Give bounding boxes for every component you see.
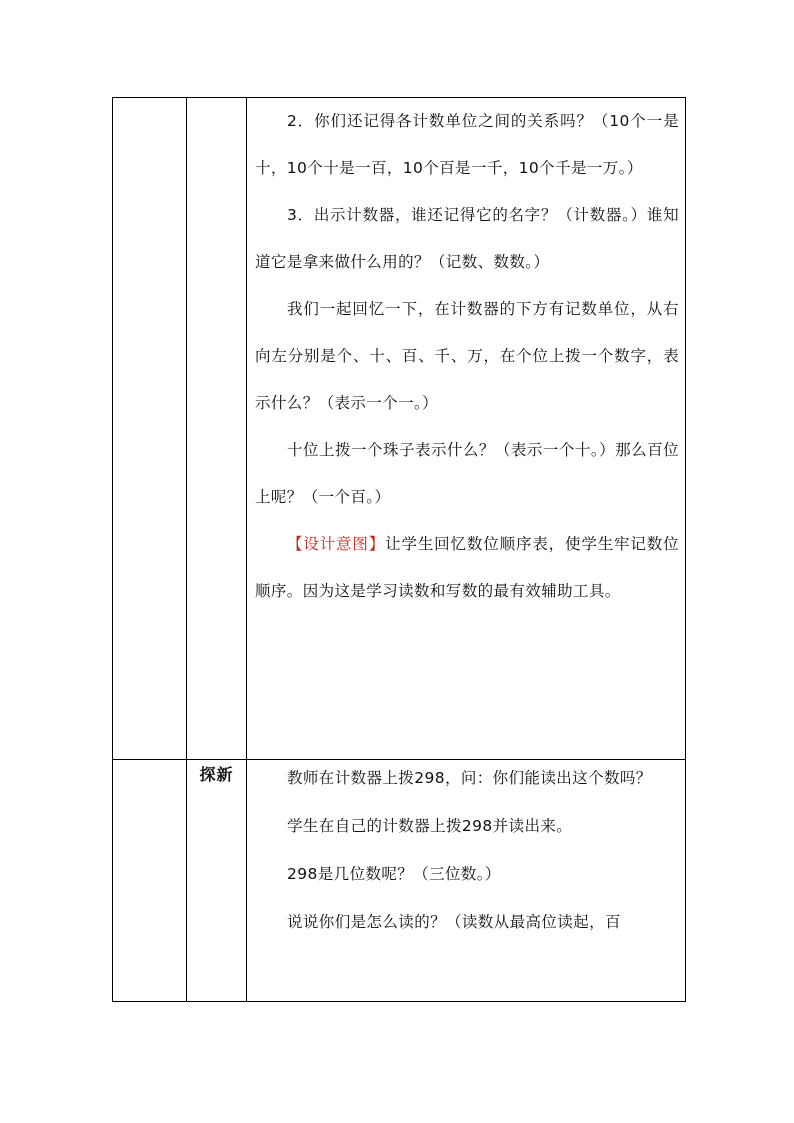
stage-cell-review <box>187 98 247 760</box>
stage-label-explore: 探新 <box>199 765 234 784</box>
design-intent-paragraph <box>255 521 679 615</box>
explore-paragraph-4: 说说你们是怎么读的？（读数从最高位读起，百 <box>287 913 621 931</box>
section-cell <box>113 98 187 760</box>
review-paragraph-1: 2．你们还记得各计数单位之间的关系吗？（10个一是十，10个十是一百，10个百是一千，10个千是一万。） <box>255 112 679 177</box>
explore-paragraph-1: 教师在计数器上拨298，问：你们能读出这个数吗？ <box>287 769 652 787</box>
section-cell-lower <box>113 760 187 1002</box>
review-content <box>247 98 685 615</box>
review-paragraph-4: 十位上拨一个珠子表示什么？（表示一个十。）那么百位上呢？（一个百。） <box>255 441 679 506</box>
review-content-cell <box>247 98 686 760</box>
lesson-plan-table <box>112 97 686 1002</box>
explore-paragraph-3: 298是几位数呢？（三位数。） <box>287 865 501 883</box>
explore-content-cell <box>247 760 686 1002</box>
explore-row <box>113 760 686 1002</box>
design-intent-text: 让学生回忆数位顺序表，使学生牢记数位顺序。因为这是学习读数和写数的最有效辅助工具。 <box>255 535 680 600</box>
review-paragraph-3: 我们一起回忆一下，在计数器的下方有记数单位，从右向左分别是个、十、百、千、万，在个位上拨一个数字，表示什么？（表示一个一。） <box>255 300 679 412</box>
stage-cell-explore <box>187 760 247 1002</box>
design-intent-tag: 【设计意图】 <box>287 535 386 553</box>
explore-paragraph-2: 学生在自己的计数器上拨298并读出来。 <box>287 817 573 835</box>
review-paragraph-2: 3．出示计数器，谁还记得它的名字？（计数器。）谁知道它是拿来做什么用的？（记数、数数。） <box>255 206 679 271</box>
explore-content <box>247 754 685 946</box>
review-row <box>113 98 686 760</box>
